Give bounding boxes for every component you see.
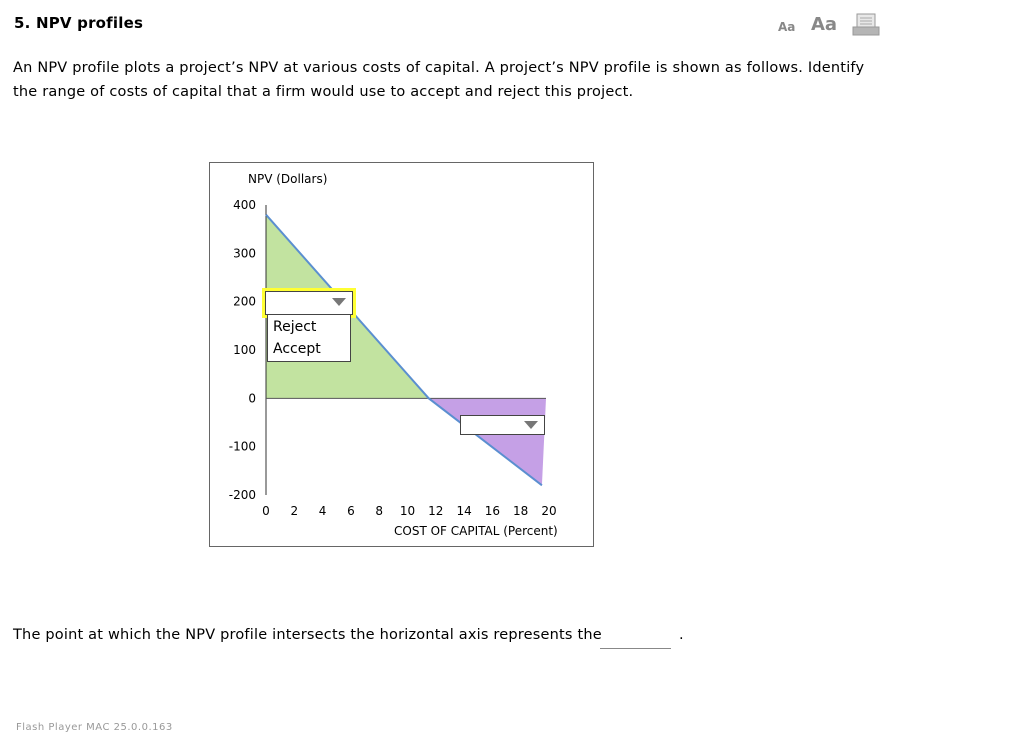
y-tick-label: 200 [233, 294, 256, 309]
x-tick-label: 18 [513, 504, 529, 518]
increase-font-button[interactable]: Aa [811, 14, 838, 35]
y-tick-label: 300 [233, 246, 256, 261]
positive-region-options [267, 314, 351, 362]
x-tick-label: 10 [399, 504, 416, 518]
x-tick-label: 2 [290, 504, 299, 518]
y-tick-label: -200 [228, 488, 256, 502]
y-axis-label: NPV (Dollars) [248, 172, 328, 186]
question-prompt: The point at which the NPV profile intersects the horizontal axis represents the [13, 627, 602, 643]
x-tick-label: 20 [541, 504, 557, 518]
print-icon[interactable] [852, 13, 880, 41]
negative-region-dropdown[interactable] [460, 415, 545, 435]
x-tick-label: 8 [375, 504, 384, 518]
intro-text: An NPV profile plots a project’s NPV at various costs of capital. A project’s NPV profile is shown as follows. Identify the range of costs of capital that a firm would use to accept and reject this project. [13, 60, 865, 100]
y-tick-label: 100 [233, 343, 256, 357]
positive-region-dropdown[interactable] [265, 291, 353, 315]
chevron-down-icon[interactable] [332, 298, 346, 306]
x-tick-label: 16 [484, 504, 501, 518]
x-tick-label: 14 [456, 504, 472, 518]
answer-blank-input[interactable] [600, 633, 671, 649]
chevron-down-icon[interactable] [524, 421, 538, 429]
y-tick-label: -100 [228, 439, 256, 454]
x-tick-label: 6 [347, 504, 355, 518]
option-reject[interactable]: Reject [273, 319, 317, 335]
decrease-font-button[interactable]: Aa [778, 20, 796, 34]
prompt-period: . [679, 627, 684, 643]
question-title: 5. NPV profiles [14, 14, 144, 32]
x-tick-label: 0 [262, 504, 270, 518]
option-accept[interactable]: Accept [273, 341, 321, 357]
y-tick-label: 0 [248, 391, 256, 406]
flash-player-version: Flash Player MAC 25.0.0.163 [16, 722, 173, 733]
x-axis-label: COST OF CAPITAL (Percent) [394, 524, 558, 538]
y-tick-label: 400 [233, 198, 256, 212]
x-tick-label: 12 [428, 504, 444, 518]
x-tick-label: 4 [318, 504, 327, 518]
